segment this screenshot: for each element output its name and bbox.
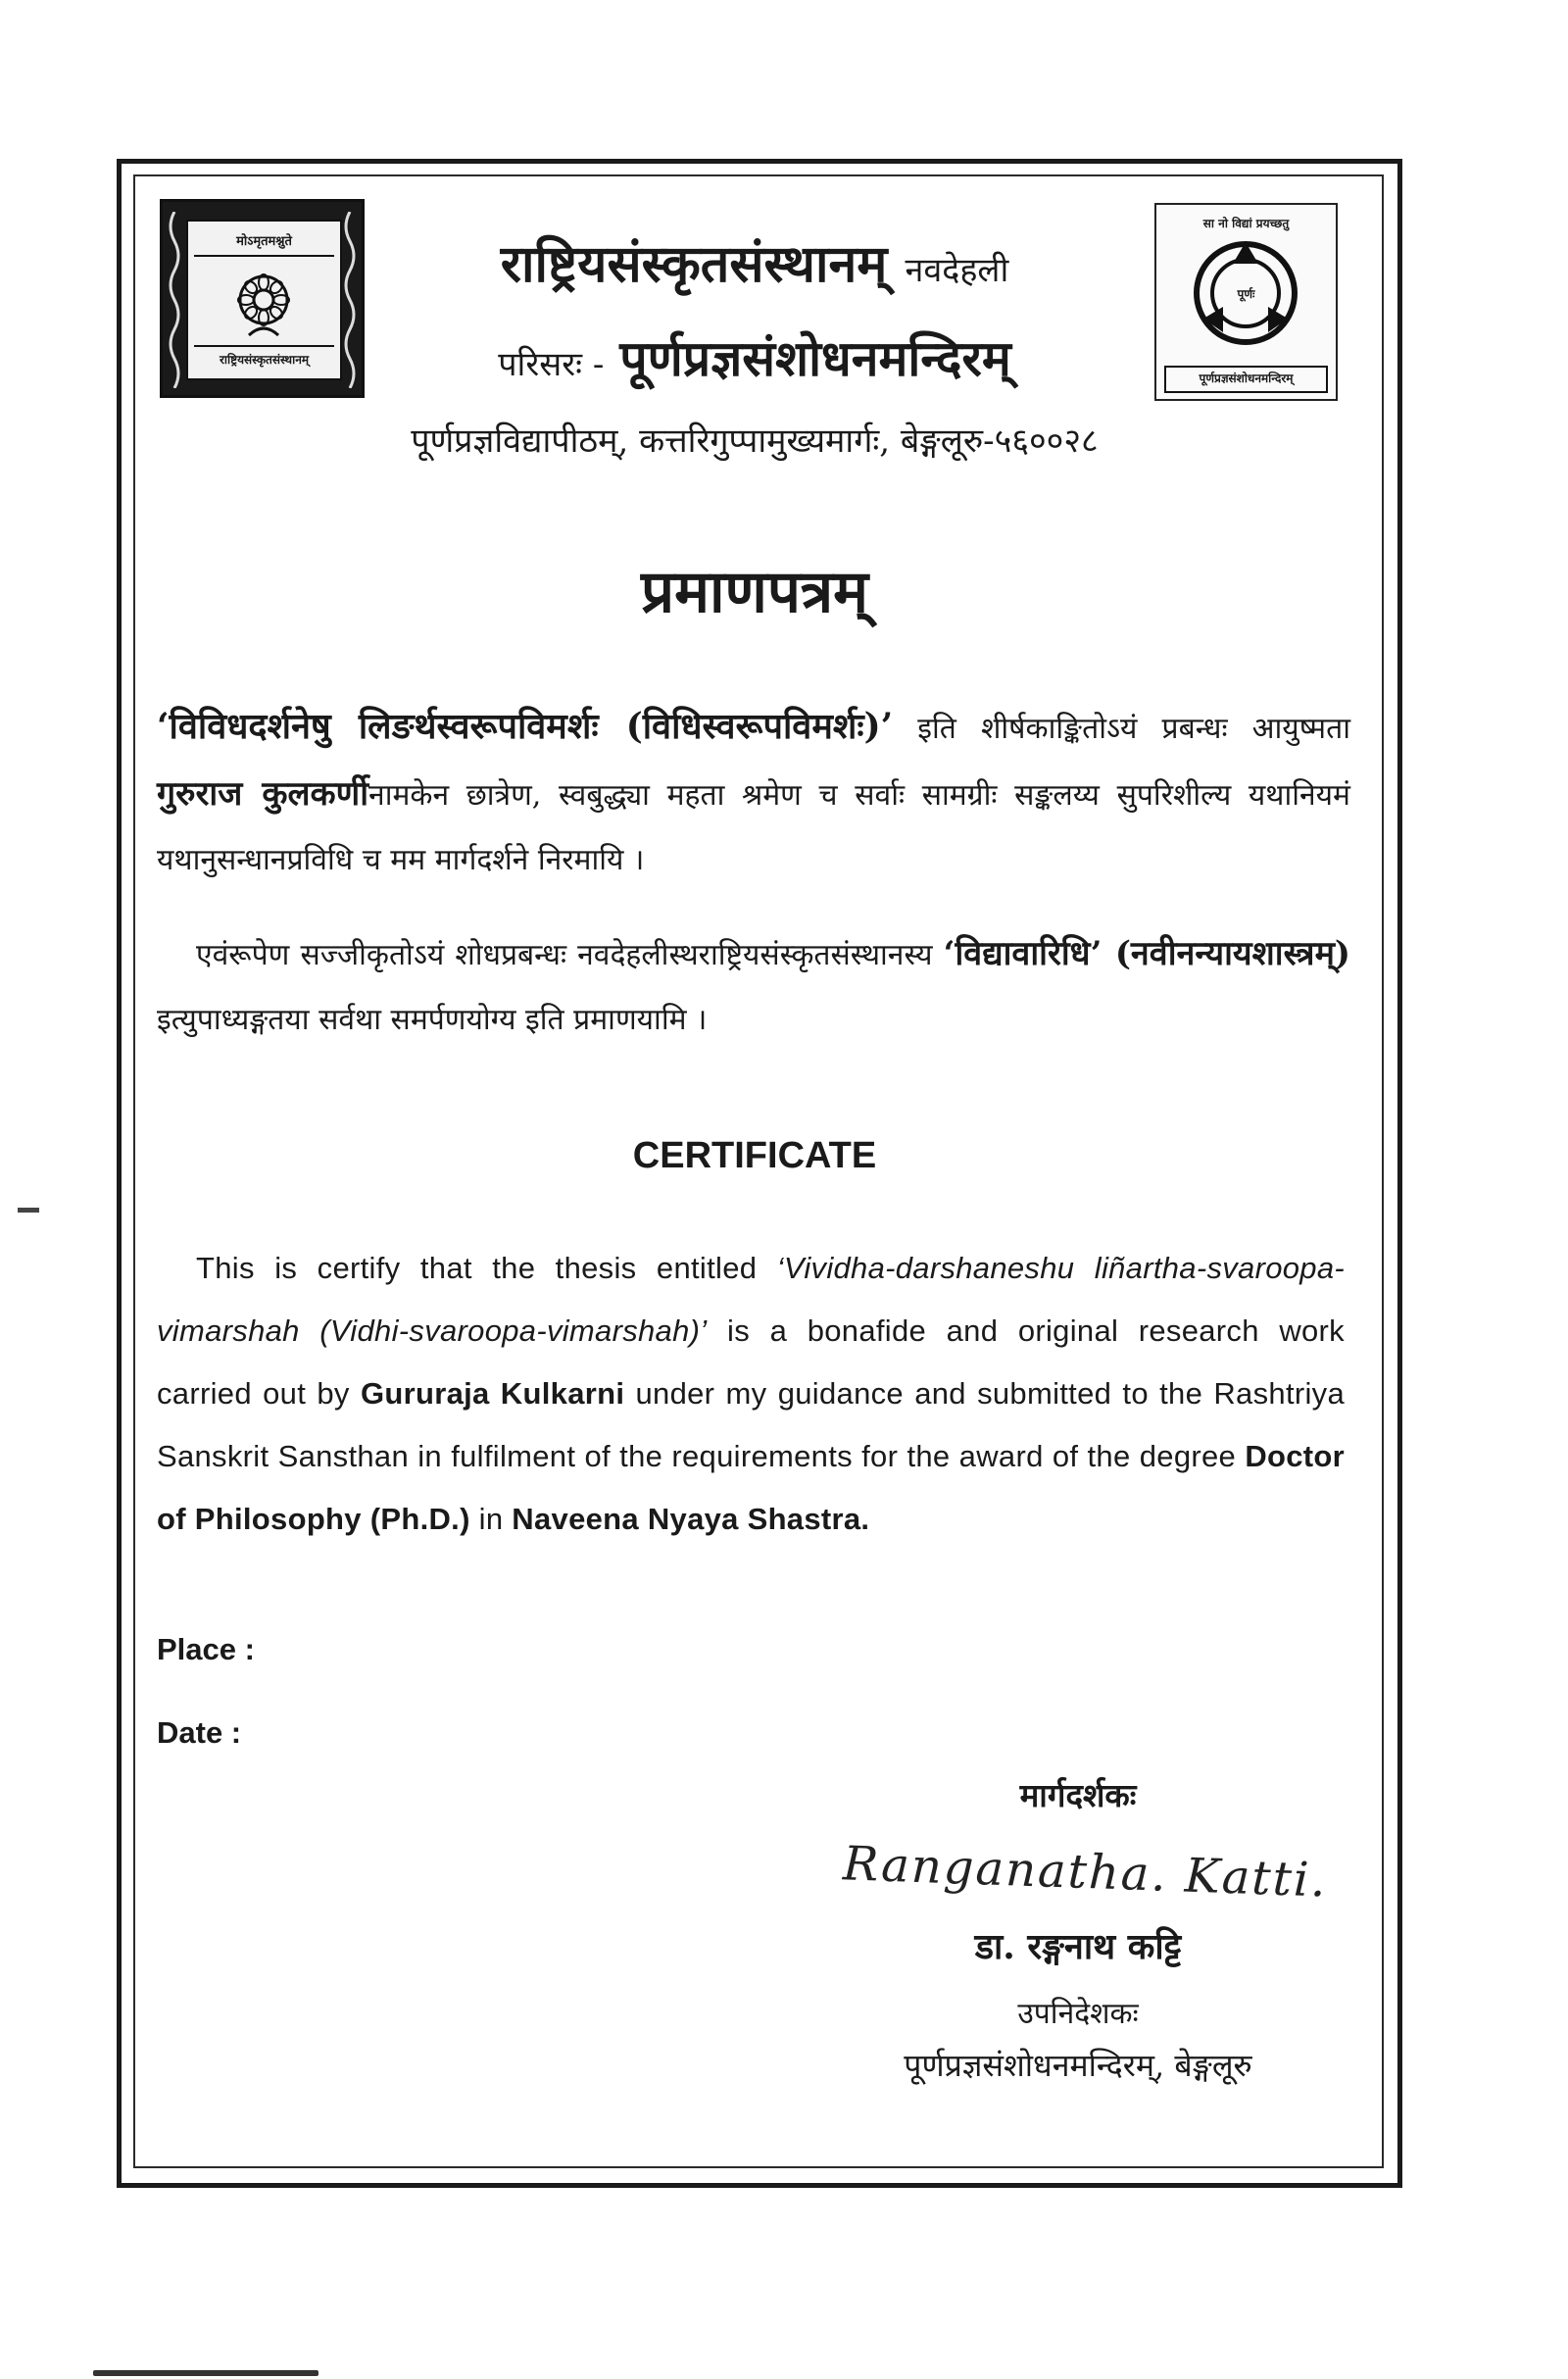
- degree-name: Doctor of Philosophy (Ph.D.): [157, 1439, 1345, 1536]
- institute-heading: [392, 227, 1117, 297]
- logo-motto: मोऽमृतमश्नुते: [194, 229, 334, 257]
- address: पूर्णप्रज्ञविद्यापीठम्, कत्तरिगुप्पामुख्यमार्गः, बेङ्गलूरु-५६००२८: [411, 421, 1099, 461]
- paragraph-text: in: [469, 1502, 513, 1536]
- paragraph-text: इति शीर्षकाङ्कितोऽयं प्रबन्धः आयुष्मता: [893, 712, 1350, 746]
- thesis-title-sanskrit: ‘विविधदर्शनेषु लिङर्थस्वरूपविमर्शः (विधिस्वरूपविमर्शः)’: [157, 706, 894, 747]
- scan-mark: [93, 2370, 318, 2376]
- degree-sanskrit: ‘विद्यावारिधि’ (नवीनन्यायशास्त्रम्): [943, 934, 1350, 973]
- campus-heading: [392, 323, 1117, 390]
- campus-prefix: परिसरः -: [498, 345, 605, 384]
- paragraph-text: नामकेन छात्रेण, स्वबुद्ध्या महता श्रमेण च सर्वाः सामग्रीः सङ्कलय्य सुपरिशील्य यथानियमं यथानुसन्धानप्रविधि च मम मार्गदर्शने निरमायि ।: [157, 778, 1350, 877]
- rss-logo: [160, 199, 365, 398]
- lotus-icon: [229, 271, 298, 339]
- paragraph-text: इत्युपाध्यङ्गतया सर्वथा समर्पणयोग्य इति प्रमाणयामि ।: [157, 1003, 708, 1037]
- student-name-sanskrit: गुरुराज कुलकर्णी: [157, 774, 369, 814]
- institute-name: राष्ट्रियसंस्कृतसंस्थानम्: [500, 234, 888, 294]
- signatory-designation: उपनिदेशकः: [1017, 1997, 1139, 2031]
- logo-seal-name: पूर्णप्रज्ञसंशोधनमन्दिरम्: [1164, 366, 1328, 393]
- ppsm-logo: [1154, 203, 1338, 401]
- logo-panel: [186, 220, 342, 380]
- svg-text:Ranganatha. Katti.: Ranganatha. Katti.: [842, 1836, 1329, 1908]
- date-label: Date :: [157, 1715, 242, 1750]
- paragraph-text: एवंरूपेण सज्जीकृतोऽयं शोधप्रबन्धः नवदेहलीस्थराष्ट्रियसंस्कृतसंस्थानस्य: [196, 938, 944, 972]
- wave-decoration-icon: [165, 212, 184, 388]
- signatory-institution: पूर्णप्रज्ञसंशोधनमन्दिरम्, बेङ्गलूरु: [904, 2047, 1252, 2084]
- paragraph-text: This is certify that the thesis entitled: [196, 1251, 777, 1285]
- institute-city: नवदेहली: [905, 251, 1009, 290]
- scan-mark: [18, 1208, 39, 1213]
- paragraph-text: under my guidance and submitted to the Rashtriya Sanskrit Sansthan in fulfilment of the requirements for the award of the degree: [157, 1376, 1346, 1473]
- subject-name: Naveena Nyaya Shastra.: [512, 1502, 870, 1536]
- certificate-paragraph: [157, 1237, 1345, 1551]
- paragraph-text: is a bonafide and original research work carried out by: [157, 1313, 1345, 1411]
- handwritten-signature: [823, 1833, 1352, 1911]
- logo-motto: सा नो विद्यां प्रयच्छतु: [1202, 217, 1290, 230]
- campus-name: पूर्णप्रज्ञसंशोधनमन्दिरम्: [619, 329, 1011, 387]
- logo-seal-name: राष्ट्रियसंस्कृतसंस्थानम्: [194, 345, 334, 372]
- document-title: प्रमाणपत्रम्: [640, 558, 869, 626]
- certificate-heading: CERTIFICATE: [632, 1135, 877, 1176]
- wave-decoration-icon: [340, 212, 360, 388]
- logo-inner-label: पूर्णः: [1237, 287, 1255, 301]
- place-label: Place :: [157, 1632, 255, 1666]
- guide-label: मार्गदर्शकः: [1019, 1776, 1137, 1814]
- sanskrit-paragraph-2: [157, 921, 1350, 1053]
- sanskrit-paragraph-1: [157, 694, 1350, 893]
- thesis-title: ‘Vividha-darshaneshu liñartha-svaroopa-vimarshah (Vidhi-svaroopa-vimarshah)’: [157, 1251, 1346, 1348]
- signatory-name: डा. रङ्गनाथ कट्टि: [974, 1926, 1182, 1967]
- student-name: Gururaja Kulkarni: [360, 1376, 625, 1411]
